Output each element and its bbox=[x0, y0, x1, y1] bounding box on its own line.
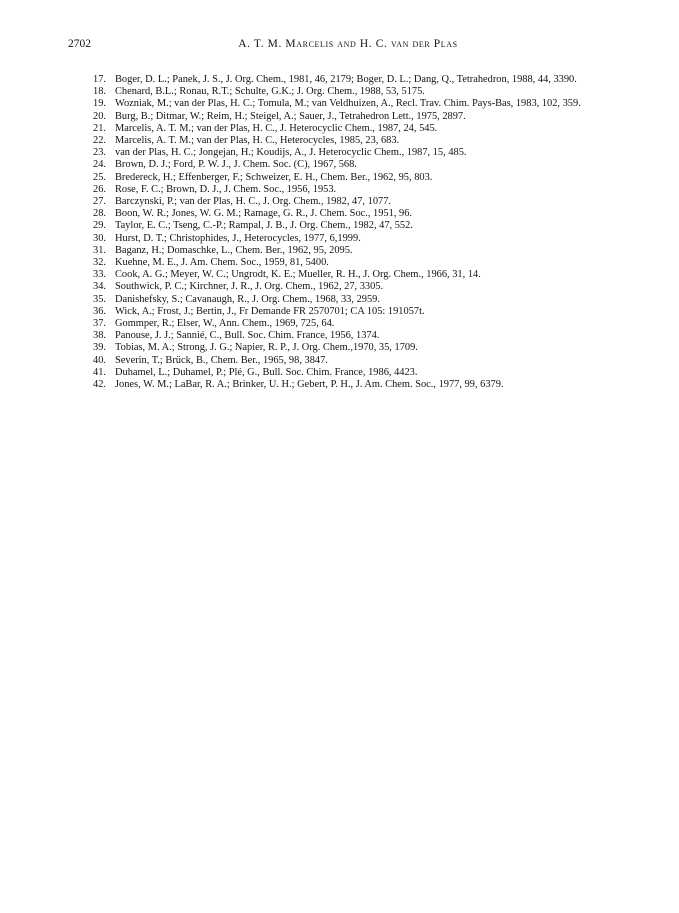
reference-text: Tobias, M. A.; Strong, J. G.; Napier, R. P., J. Org. Chem.,1970, 35, 1709. bbox=[115, 342, 418, 354]
reference-text: Marcelis, A. T. M.; van der Plas, H. C., Heterocycles, 1985, 23, 683. bbox=[115, 135, 400, 147]
reference-text: Chenard, B.L.; Ronau, R.T.; Schulte, G.K.; J. Org. Chem., 1988, 53, 5175. bbox=[115, 86, 425, 98]
reference-text: Jones, W. M.; LaBar, R. A.; Brinker, U. H.; Gebert, P. H., J. Am. Chem. Soc., 1977, 99, 6379. bbox=[115, 379, 504, 391]
reference-item bbox=[90, 379, 618, 391]
reference-item bbox=[90, 257, 618, 269]
page-number: 2702 bbox=[68, 38, 91, 50]
reference-text: Cook, A. G.; Meyer, W. C.; Ungrodt, K. E.; Mueller, R. H., J. Org. Chem., 1966, 31, 14. bbox=[115, 269, 481, 281]
reference-number: 32. bbox=[93, 257, 106, 269]
reference-item bbox=[90, 147, 618, 159]
reference-text: Hurst, D. T.; Christophides, J., Heterocycles, 1977, 6,1999. bbox=[115, 232, 361, 244]
reference-item bbox=[90, 98, 618, 110]
reference-number: 26. bbox=[93, 183, 106, 195]
reference-item bbox=[90, 342, 618, 354]
reference-text: Brown, D. J.; Ford, P. W. J., J. Chem. Soc. (C), 1967, 568. bbox=[115, 159, 357, 171]
reference-item bbox=[90, 281, 618, 293]
reference-number: 18. bbox=[93, 86, 106, 98]
reference-number: 33. bbox=[93, 269, 106, 281]
reference-text: Danishefsky, S.; Cavanaugh, R., J. Org. Chem., 1968, 33, 2959. bbox=[115, 293, 380, 305]
reference-item bbox=[90, 196, 618, 208]
reference-text: Taylor, E. C.; Tseng, C.-P.; Rampal, J. B., J. Org. Chem., 1982, 47, 552. bbox=[115, 220, 413, 232]
reference-item bbox=[90, 86, 618, 98]
reference-text: Gommper, R.; Elser, W., Ann. Chem., 1969, 725, 64. bbox=[115, 318, 335, 330]
reference-number: 40. bbox=[93, 354, 106, 366]
reference-number: 30. bbox=[93, 232, 106, 244]
reference-text: van der Plas, H. C.; Jongejan, H.; Koudijs, A., J. Heterocyclic Chem., 1987, 15, 485. bbox=[115, 147, 467, 159]
reference-number: 19. bbox=[93, 98, 106, 110]
reference-number: 29. bbox=[93, 220, 106, 232]
reference-item bbox=[90, 233, 618, 245]
reference-number: 22. bbox=[93, 135, 106, 147]
reference-item bbox=[90, 208, 618, 220]
reference-text: Baganz, H.; Domaschke, L., Chem. Ber., 1962, 95, 2095. bbox=[115, 244, 353, 256]
reference-item bbox=[90, 172, 618, 184]
reference-item bbox=[90, 367, 618, 379]
reference-text: Bredereck, H.; Effenberger, F.; Schweizer, E. H., Chem. Ber., 1962, 95, 803. bbox=[115, 171, 433, 183]
reference-number: 42. bbox=[93, 379, 106, 391]
reference-text: Severin, T.; Brück, B., Chem. Ber., 1965, 98, 3847. bbox=[115, 354, 328, 366]
reference-number: 17. bbox=[93, 74, 106, 85]
reference-text: Rose, F. C.; Brown, D. J., J. Chem. Soc., 1956, 1953. bbox=[115, 183, 337, 195]
reference-list bbox=[90, 74, 618, 391]
reference-text: Burg, B.; Ditmar, W.; Reim, H.; Steigel, A.; Sauer, J., Tetrahedron Lett., 1975, 2897. bbox=[115, 110, 466, 122]
reference-text: Wozniak, M.; van der Plas, H. C.; Tomula, M.; van Veldhuizen, A., Recl. Trav. Chim. Pays-Bas, 1983, 102, 359. bbox=[115, 98, 581, 110]
reference-text: Boon, W. R.; Jones, W. G. M.; Ramage, G. R., J. Chem. Soc., 1951, 96. bbox=[115, 208, 413, 220]
reference-item bbox=[90, 306, 618, 318]
running-head bbox=[68, 36, 628, 52]
reference-text: Wick, A.; Frost, J.; Bertin, J., Fr Demande FR 2570701; CA 105: 191057t. bbox=[115, 305, 425, 317]
reference-text: Barczynski, P.; van der Plas, H. C., J. Org. Chem., 1982, 47, 1077. bbox=[115, 196, 392, 208]
reference-text: Panouse, J. J.; Sannié, C., Bull. Soc. Chim. France, 1956, 1374. bbox=[115, 330, 380, 342]
reference-number: 20. bbox=[93, 110, 106, 122]
reference-number: 23. bbox=[93, 147, 106, 159]
reference-text: Boger, D. L.; Panek, J. S., J. Org. Chem., 1981, 46, 2179; Boger, D. L.; Dang, Q., Tetrahedron, 1988, 44, 3390. bbox=[115, 74, 577, 85]
reference-text: Kuehne, M. E., J. Am. Chem. Soc., 1959, 81, 5400. bbox=[115, 257, 329, 269]
reference-text: Southwick, P. C.; Kirchner, J. R., J. Org. Chem., 1962, 27, 3305. bbox=[115, 281, 384, 293]
reference-item bbox=[90, 74, 618, 86]
reference-number: 21. bbox=[93, 122, 106, 134]
reference-number: 31. bbox=[93, 244, 106, 256]
reference-item bbox=[90, 294, 618, 306]
reference-number: 25. bbox=[93, 171, 106, 183]
reference-text: Duhamel, L.; Duhamel, P.; Plé, G., Bull. Soc. Chim. France, 1986, 4423. bbox=[115, 366, 418, 378]
reference-number: 38. bbox=[93, 330, 106, 342]
reference-item bbox=[90, 269, 618, 281]
reference-item bbox=[90, 123, 618, 135]
reference-item bbox=[90, 111, 618, 123]
reference-item bbox=[90, 355, 618, 367]
reference-item bbox=[90, 135, 618, 147]
reference-number: 28. bbox=[93, 208, 106, 220]
reference-number: 39. bbox=[93, 342, 106, 354]
reference-number: 34. bbox=[93, 281, 106, 293]
reference-number: 41. bbox=[93, 366, 106, 378]
reference-number: 35. bbox=[93, 293, 106, 305]
reference-number: 27. bbox=[93, 196, 106, 208]
reference-item bbox=[90, 318, 618, 330]
reference-number: 37. bbox=[93, 318, 106, 330]
reference-item bbox=[90, 159, 618, 171]
reference-text: Marcelis, A. T. M.; van der Plas, H. C., J. Heterocyclic Chem., 1987, 24, 545. bbox=[115, 122, 438, 134]
running-title: A. T. M. Marcelis and H. C. van der Plas bbox=[238, 38, 458, 50]
reference-number: 24. bbox=[93, 159, 106, 171]
reference-item bbox=[90, 330, 618, 342]
reference-item bbox=[90, 184, 618, 196]
reference-item bbox=[90, 220, 618, 232]
reference-number: 36. bbox=[93, 305, 106, 317]
reference-item bbox=[90, 245, 618, 257]
